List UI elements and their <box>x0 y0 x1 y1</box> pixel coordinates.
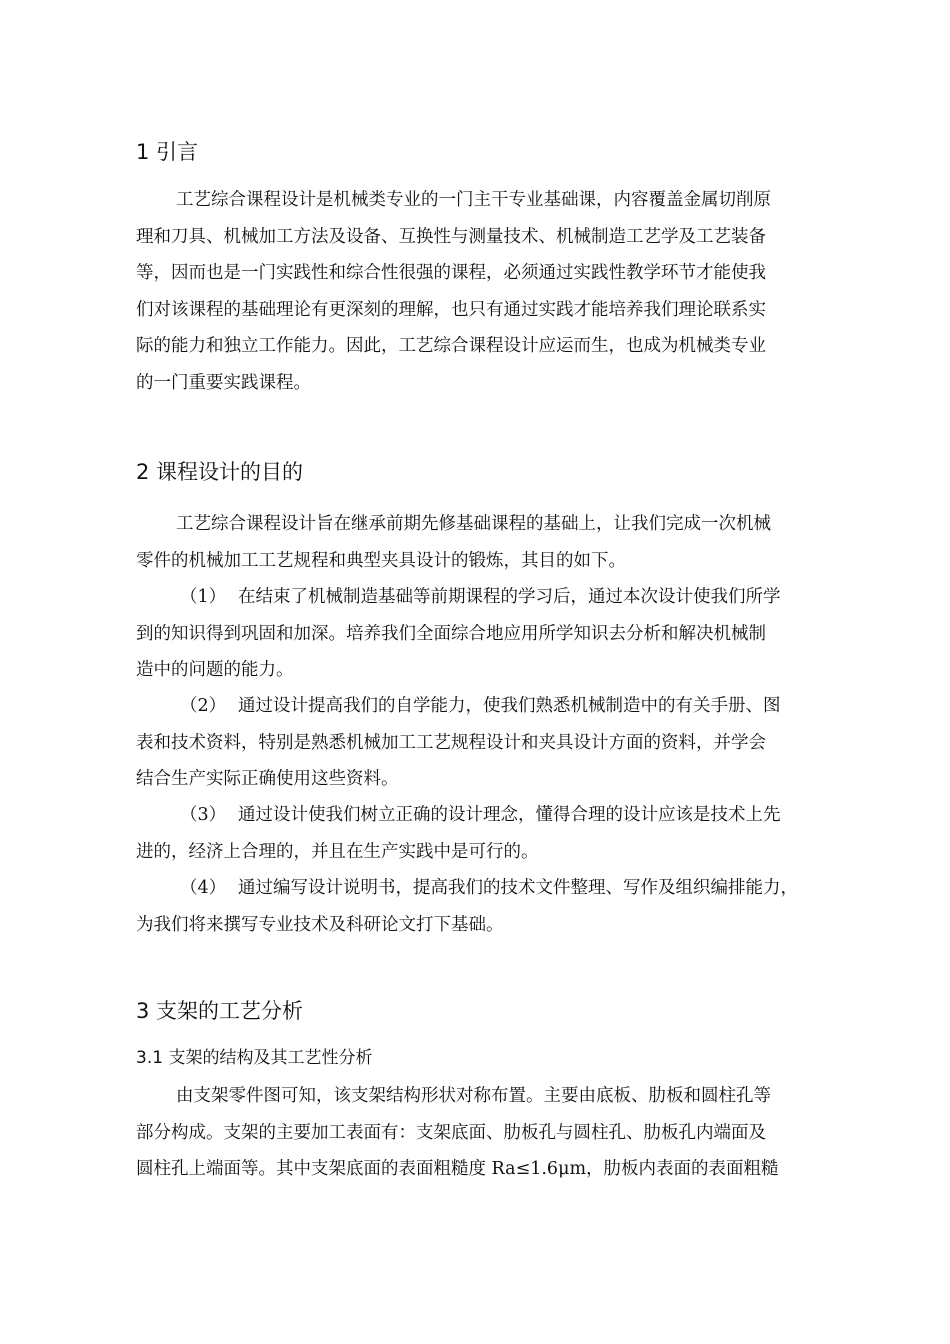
body-line: 结合生产实际正确使用这些资料。 <box>136 769 399 789</box>
subsection-3-1-heading: 3.1 支架的结构及其工艺性分析 <box>136 1048 373 1068</box>
body-line: 等，因而也是一门实践性和综合性很强的课程，必须通过实践性教学环节才能使我 <box>136 263 766 283</box>
item-number: （3） <box>180 805 227 825</box>
item-number: （4） <box>180 878 227 898</box>
body-line: 进的，经济上合理的，并且在生产实践中是可行的。 <box>136 841 539 862</box>
body-line: 为我们将来撰写专业技术及科研论文打下基础。 <box>136 914 504 935</box>
body-line: 们对该课程的基础理论有更深刻的理解，也只有通过实践才能培养我们理论联系实 <box>136 299 766 320</box>
purpose-item-2 <box>136 688 852 798</box>
body-line: 圆柱孔上端面等。其中支架底面的表面粗糙度 Ra≤1.6μm，肋板内表面的表面粗糙 <box>136 1159 779 1179</box>
body-line: 的一门重要实践课程。 <box>136 372 311 393</box>
section-1-heading: 1 引言 <box>136 140 199 164</box>
section-1-body <box>136 182 852 401</box>
body-line: 工艺综合课程设计旨在继承前期先修基础课程的基础上，让我们完成一次机械 <box>176 514 771 534</box>
body-line: 由支架零件图可知，该支架结构形状对称布置。主要由底板、肋板和圆柱孔等 <box>176 1086 771 1106</box>
section-2-intro <box>136 506 852 579</box>
body-line: 际的能力和独立工作能力。因此，工艺综合课程设计应运而生，也成为机械类专业 <box>136 336 766 356</box>
body-line: 表和技术资料，特别是熟悉机械加工工艺规程设计和夹具设计方面的资料，并学会 <box>136 732 766 753</box>
item-number: （1） <box>180 587 227 607</box>
body-line: 通过设计使我们树立正确的设计理念，懂得合理的设计应该是技术上先 <box>238 805 781 825</box>
section-2-heading: 2 课程设计的目的 <box>136 460 304 484</box>
body-line: 通过设计提高我们的自学能力，使我们熟悉机械制造中的有关手册、图 <box>238 696 781 716</box>
body-line: 在结束了机械制造基础等前期课程的学习后，通过本次设计使我们所学 <box>238 587 781 607</box>
purpose-item-1 <box>136 579 852 689</box>
body-line: 造中的问题的能力。 <box>136 660 294 680</box>
body-line: 到的知识得到巩固和加深。培养我们全面综合地应用所学知识去分析和解决机械制 <box>136 623 766 644</box>
section-3-heading: 3 支架的工艺分析 <box>136 999 304 1023</box>
purpose-item-3 <box>136 797 852 870</box>
body-line: 工艺综合课程设计是机械类专业的一门主干专业基础课，内容覆盖金属切削原 <box>176 190 771 210</box>
body-line: 零件的机械加工工艺规程和典型夹具设计的锻炼，其目的如下。 <box>136 550 626 571</box>
subsection-3-1-body <box>136 1078 852 1188</box>
body-line: 通过编写设计说明书，提高我们的技术文件整理、写作及组织编排能力， <box>238 878 798 898</box>
item-number: （2） <box>180 696 227 716</box>
body-line: 部分构成。支架的主要加工表面有：支架底面、肋板孔与圆柱孔、肋板孔内端面及 <box>136 1122 766 1143</box>
body-line: 理和刀具、机械加工方法及设备、互换性与测量技术、机械制造工艺学及工艺装备 <box>136 226 766 247</box>
purpose-item-4 <box>136 870 852 943</box>
